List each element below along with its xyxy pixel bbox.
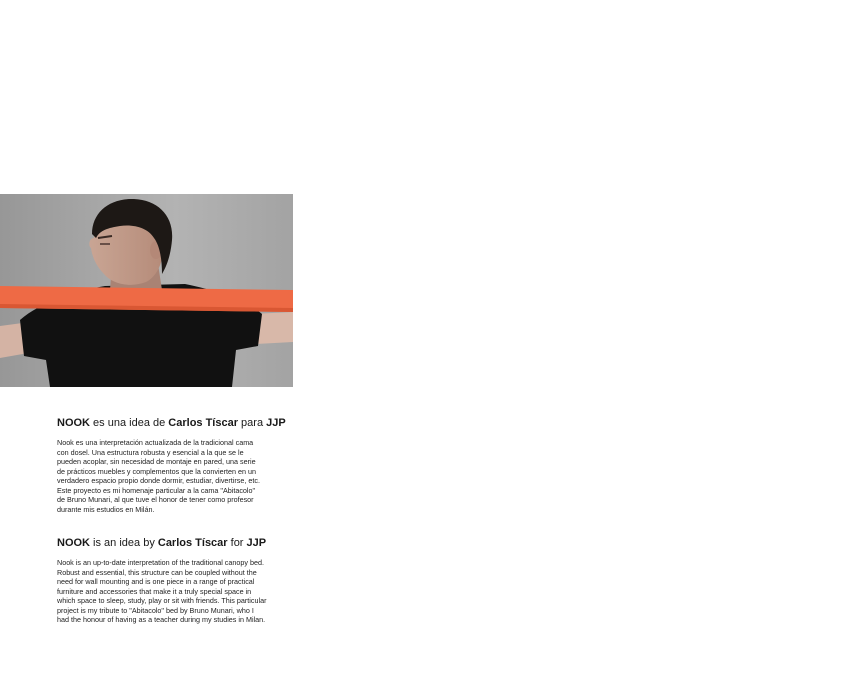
text-line: Nook es una interpretación actualizada de la tradicional cama xyxy=(57,438,254,447)
text-line: Nook is an up-to-date interpretation of the traditional canopy bed. xyxy=(57,558,264,567)
text-line: Robust and essential, this structure can be coupled without the xyxy=(57,567,257,577)
text-line: de prácticos muebles y complementos que la convierten en un xyxy=(57,466,256,476)
english-description xyxy=(57,558,295,625)
text-line: verdadero espacio propio donde dormir, estudiar, divertirse, etc. xyxy=(57,476,260,485)
heading-connector: para xyxy=(238,417,267,429)
english-heading xyxy=(57,536,266,550)
spanish-description xyxy=(57,438,295,514)
designer-name: Carlos Tíscar xyxy=(157,537,228,549)
heading-connector: is an idea by xyxy=(90,537,158,549)
text-line: had the honour of having as a teacher during my studies in Milan. xyxy=(57,615,266,624)
heading-connector: es una idea de xyxy=(90,417,169,429)
heading-connector: for xyxy=(227,537,247,549)
text-line: Este proyecto es mi homenaje particular a la cama "Abitacolo" xyxy=(57,485,256,495)
text-line: durante mis estudios en Milán. xyxy=(57,504,155,514)
text-line: pueden acoplar, sin necesidad de montaje en pared, una serie xyxy=(57,457,256,466)
text-line: de Bruno Munari, al que tuve el honor de tener como profesor xyxy=(57,495,254,504)
designer-name: Carlos Tíscar xyxy=(168,417,238,429)
spanish-heading xyxy=(57,416,286,430)
product-name: NOOK xyxy=(57,537,90,549)
text-line: project is my tribute to "Abitacolo" bed by Bruno Munari, who I xyxy=(57,605,254,615)
text-line: need for wall mounting and is one piece in a range of practical xyxy=(57,577,255,586)
brand-name: JJP xyxy=(246,537,267,549)
designer-portrait-photo xyxy=(0,194,293,387)
brand-name: JJP xyxy=(266,417,286,429)
product-name: NOOK xyxy=(57,417,90,429)
text-line: furniture and accessories that make it a truly special space in xyxy=(57,586,252,596)
text-line: which space to sleep, study, play or sit with friends. This particular xyxy=(57,596,267,605)
text-line: con dosel. Una estructura robusta y esencial a la que se le xyxy=(57,447,244,457)
